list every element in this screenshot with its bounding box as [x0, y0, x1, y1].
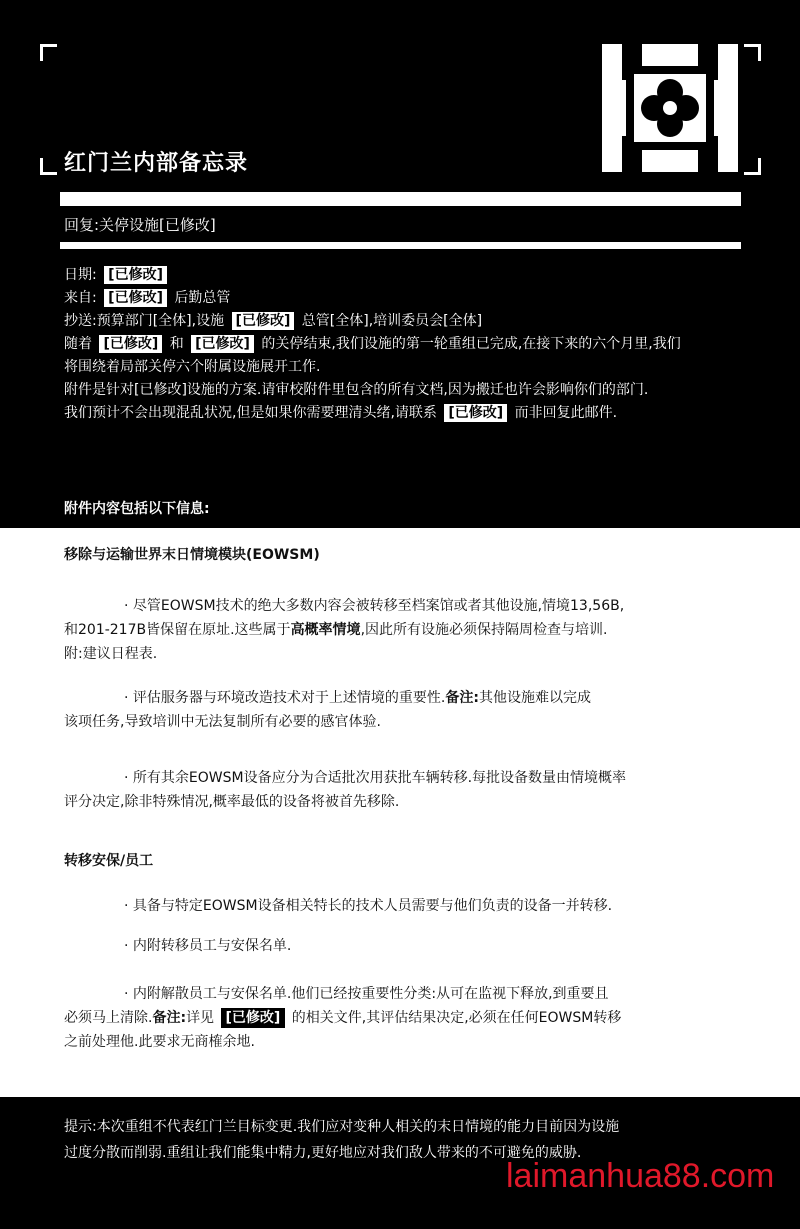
corner-bracket-top-left — [40, 44, 57, 61]
redaction-box: [已修改] — [98, 334, 163, 354]
corner-bracket-top-right — [744, 44, 761, 61]
attachment-intro: 附件内容包括以下信息: — [64, 501, 210, 517]
memo-subject: 回复:关停设施[已修改] — [64, 216, 216, 234]
footer-tip: 提示:本次重组不代表红门兰目标变更.我们应对变种人相关的末日情境的能力目前因为设施 过度分散而削弱.重组让我们能集中精力,更好地应对我们敌人带来的不可避免的威胁. — [64, 1119, 620, 1161]
body-line: 附件是针对[已修改]设施的方案.请审校附件里包含的所有文档,因为搬迁也许会影响你们的部门. — [64, 382, 649, 398]
section-title-eowsm: 移除与运输世界末日情境模块(EOWSM) — [64, 547, 320, 563]
body-line: 将围绕着局部关停六个附属设施展开工作. — [64, 359, 321, 375]
eowsm-item-2: · 评估服务器与环境改造技术对于上述情境的重要性.备注:其他设施难以完成 该项任务,导致培训中无法复制所有必要的感官体验. — [64, 690, 591, 730]
redaction-box: [已修改] — [231, 311, 296, 331]
eowsm-item-3: · 所有其余EOWSM设备应分为合适批次用获批车辆转移.每批设备数量由情境概率 评分决定,除非特殊情况,概率最低的设备将被首先移除. — [64, 770, 627, 810]
staff-item-1: · 具备与特定EOWSM设备相关特长的技术人员需要与他们负责的设备一并转移. — [124, 898, 613, 914]
staff-item-3: · 内附解散员工与安保名单.他们已经按重要性分类:从可在监视下释放,到重要且 必须马上清除.备注:详见 [已修改] 的相关文件,其评估结果决定,必须在任何EOWSM转移 之前处理他.此要求无商榷余地. — [64, 986, 622, 1050]
site-watermark: laimanhua88.com — [506, 1157, 775, 1195]
corner-bracket-bottom-left — [40, 158, 57, 175]
divider-bar-thin — [60, 242, 741, 249]
redaction-box: [已修改] — [103, 288, 168, 308]
redaction-box: [已修改] — [103, 265, 168, 285]
memo-footer — [0, 1097, 800, 1229]
redaction-box: [已修改] — [221, 1008, 286, 1028]
eowsm-item-1: · 尽管EOWSM技术的绝大多数内容会被转移至档案馆或者其他设施,情境13,56B, 和201-217B皆保留在原址.这些属于高概率情境,因此所有设施必须保持隔周检查与培训. 附:建议日程表. — [64, 598, 625, 662]
date-line: 日期: [已修改] — [64, 264, 754, 287]
body-line: 我们预计不会出现混乱状况,但是如果你需要理清头绪,请联系 [已修改] 而非回复此邮件. — [64, 405, 618, 421]
from-line: 来自: [已修改] 后勤总管 — [64, 290, 231, 306]
memo-meta-block — [64, 264, 754, 425]
hellfire-club-logo-icon — [602, 44, 738, 172]
body-line: 随着 [已修改] 和 [已修改] 的关停结束,我们设施的第一轮重组已完成,在接下来的六个月里,我们 — [64, 336, 681, 352]
redaction-box: [已修改] — [443, 403, 508, 423]
memo-title: 红门兰内部备忘录 — [64, 151, 249, 176]
memo-header-panel — [0, 0, 800, 528]
cc-line: 抄送:预算部门[全体],设施 [已修改] 总管[全体],培训委员会[全体] — [64, 313, 483, 329]
redaction-box: [已修改] — [190, 334, 255, 354]
corner-bracket-bottom-right — [744, 158, 761, 175]
divider-bar-thick — [60, 192, 741, 206]
staff-item-2: · 内附转移员工与安保名单. — [124, 938, 292, 954]
section-title-staff: 转移安保/员工 — [64, 853, 154, 869]
